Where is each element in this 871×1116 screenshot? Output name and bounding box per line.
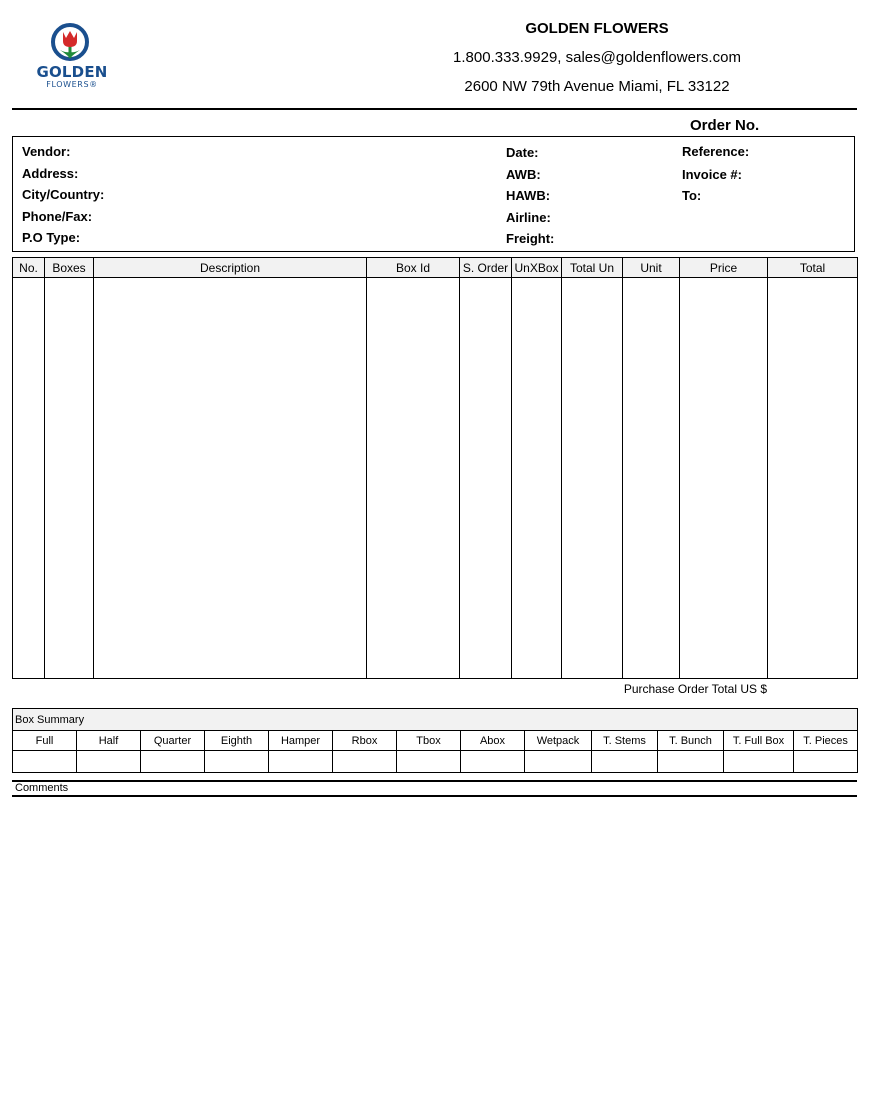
- box-summary-title: Box Summary: [13, 709, 858, 731]
- col-header-s-order: S. Order: [460, 258, 512, 278]
- col-header-total-un: Total Un: [562, 258, 623, 278]
- logo-wordmark: GOLDEN: [36, 63, 108, 81]
- date-label: Date:: [506, 145, 539, 160]
- city-country-label: City/Country:: [22, 187, 105, 202]
- summary-col-t-bunch: T. Bunch: [658, 731, 724, 751]
- freight-label: Freight:: [506, 231, 555, 246]
- vendor-label: Vendor:: [22, 144, 71, 159]
- summary-col-tbox: Tbox: [397, 731, 461, 751]
- header-divider: [12, 108, 857, 110]
- reference-label: Reference:: [682, 144, 750, 159]
- cell-total-un[interactable]: [562, 278, 623, 679]
- col-header-unit: Unit: [623, 258, 680, 278]
- summary-cell-t-stems[interactable]: [592, 751, 658, 773]
- col-header-price: Price: [680, 258, 768, 278]
- airline-label: Airline:: [506, 210, 551, 225]
- summary-cell-t-pieces[interactable]: [794, 751, 858, 773]
- summary-cell-t-bunch[interactable]: [658, 751, 724, 773]
- company-address: 2600 NW 79th Avenue Miami, FL 33122: [464, 78, 730, 95]
- cell-unit[interactable]: [623, 278, 680, 679]
- cell-unxbox[interactable]: [512, 278, 562, 679]
- summary-col-full: Full: [13, 731, 77, 751]
- summary-cell-hamper[interactable]: [269, 751, 333, 773]
- summary-cell-rbox[interactable]: [333, 751, 397, 773]
- col-header-description: Description: [94, 258, 367, 278]
- summary-cell-half[interactable]: [77, 751, 141, 773]
- company-contact: 1.800.333.9929, sales@goldenflowers.com: [453, 49, 741, 66]
- phone-fax-label: Phone/Fax:: [22, 209, 93, 224]
- summary-cell-full[interactable]: [13, 751, 77, 773]
- summary-col-eighth: Eighth: [205, 731, 269, 751]
- invoice-label: Invoice #:: [682, 167, 742, 182]
- summary-col-t-pieces: T. Pieces: [794, 731, 858, 751]
- summary-cell-t-full-box[interactable]: [724, 751, 794, 773]
- hawb-label: HAWB:: [506, 188, 551, 203]
- summary-col-quarter: Quarter: [141, 731, 205, 751]
- cell-price[interactable]: [680, 278, 768, 679]
- summary-col-hamper: Hamper: [269, 731, 333, 751]
- cell-no[interactable]: [13, 278, 45, 679]
- address-label: Address:: [22, 166, 79, 181]
- to-label: To:: [682, 188, 702, 203]
- cell-s-order[interactable]: [460, 278, 512, 679]
- col-header-no: No.: [13, 258, 45, 278]
- table-body-area: [13, 278, 858, 679]
- summary-col-wetpack: Wetpack: [525, 731, 592, 751]
- comments-top-rule: [12, 780, 857, 782]
- summary-col-t-stems: T. Stems: [592, 731, 658, 751]
- summary-col-t-full-box: T. Full Box: [724, 731, 794, 751]
- logo-subtitle: FLOWERS®: [46, 80, 98, 89]
- summary-cell-eighth[interactable]: [205, 751, 269, 773]
- summary-col-half: Half: [77, 731, 141, 751]
- po-total-label: Purchase Order Total US $: [623, 682, 767, 696]
- summary-col-abox: Abox: [461, 731, 525, 751]
- cell-boxes[interactable]: [45, 278, 94, 679]
- order-no-label: Order No.: [690, 117, 760, 134]
- summary-col-rbox: Rbox: [333, 731, 397, 751]
- comments-label: Comments: [15, 782, 69, 794]
- line-items-table: [12, 257, 857, 679]
- awb-label: AWB:: [506, 167, 541, 182]
- cell-total[interactable]: [768, 278, 858, 679]
- po-type-label: P.O Type:: [22, 230, 81, 245]
- summary-cell-tbox[interactable]: [397, 751, 461, 773]
- col-header-boxes: Boxes: [45, 258, 94, 278]
- box-summary-table: [12, 708, 857, 773]
- order-info-box: [12, 136, 855, 252]
- col-header-total: Total: [768, 258, 858, 278]
- summary-cell-quarter[interactable]: [141, 751, 205, 773]
- col-header-unxbox: UnXBox: [512, 258, 562, 278]
- cell-box-id[interactable]: [367, 278, 460, 679]
- col-header-box-id: Box Id: [367, 258, 460, 278]
- cell-description[interactable]: [94, 278, 367, 679]
- comments-bottom-rule: [12, 795, 857, 797]
- summary-cell-wetpack[interactable]: [525, 751, 592, 773]
- summary-cell-abox[interactable]: [461, 751, 525, 773]
- company-name: GOLDEN FLOWERS: [525, 20, 669, 37]
